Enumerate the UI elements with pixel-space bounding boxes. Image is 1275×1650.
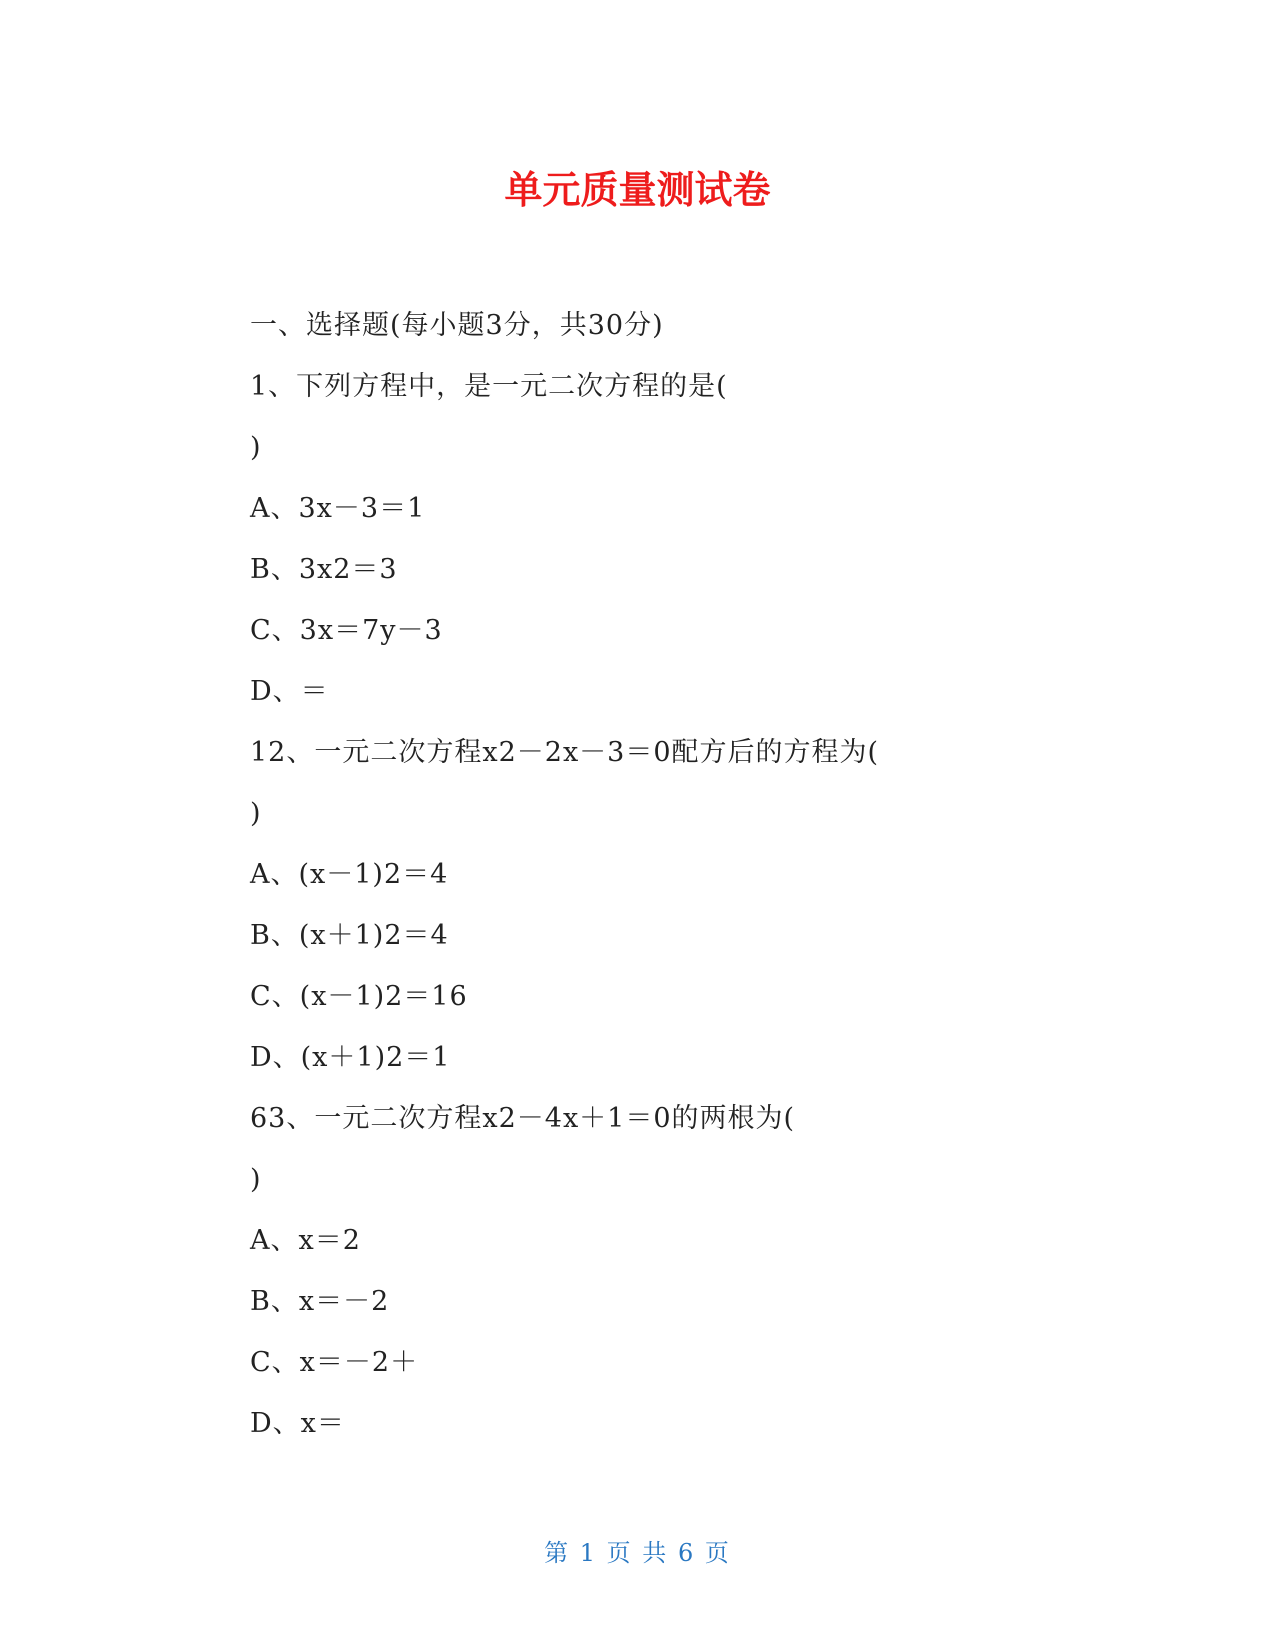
question-section	[250, 295, 1050, 1454]
question-1-stem: 1、下列方程中，是一元二次方程的是(	[250, 371, 728, 402]
page-title: 单元质量测试卷	[504, 168, 771, 212]
question-2-option-b: B、(x＋1)2＝4	[250, 920, 449, 951]
question-3-option-d: D、x＝	[250, 1408, 345, 1439]
question-1-option-c: C、3x＝7y－3	[250, 615, 443, 646]
question-3-option-a: A、x＝2	[250, 1225, 361, 1256]
question-3-option-b: B、x＝－2	[250, 1286, 390, 1317]
question-2-stem: 12、一元二次方程x2－2x－3＝0配方后的方程为(	[250, 737, 880, 768]
question-2-option-a: A、(x－1)2＝4	[250, 859, 449, 890]
page-number-footer: 第 1 页 共 6 页	[544, 1539, 731, 1567]
section-heading: 一、选择题(每小题3分，共30分)	[250, 310, 664, 341]
question-2-option-c: C、(x－1)2＝16	[250, 981, 468, 1012]
question-2-option-d: D、(x＋1)2＝1	[250, 1042, 451, 1073]
question-3-stem-close: )	[250, 1164, 262, 1195]
question-2-stem-close: )	[250, 798, 262, 829]
question-3-option-c: C、x＝－2＋	[250, 1347, 419, 1378]
question-1-option-b: B、3x2＝3	[250, 554, 398, 585]
question-1-option-d: D、＝	[250, 676, 329, 707]
question-1-stem-close: )	[250, 432, 262, 463]
question-3-stem: 63、一元二次方程x2－4x＋1＝0的两根为(	[250, 1103, 796, 1134]
question-1-option-a: A、3x－3＝1	[250, 493, 426, 524]
